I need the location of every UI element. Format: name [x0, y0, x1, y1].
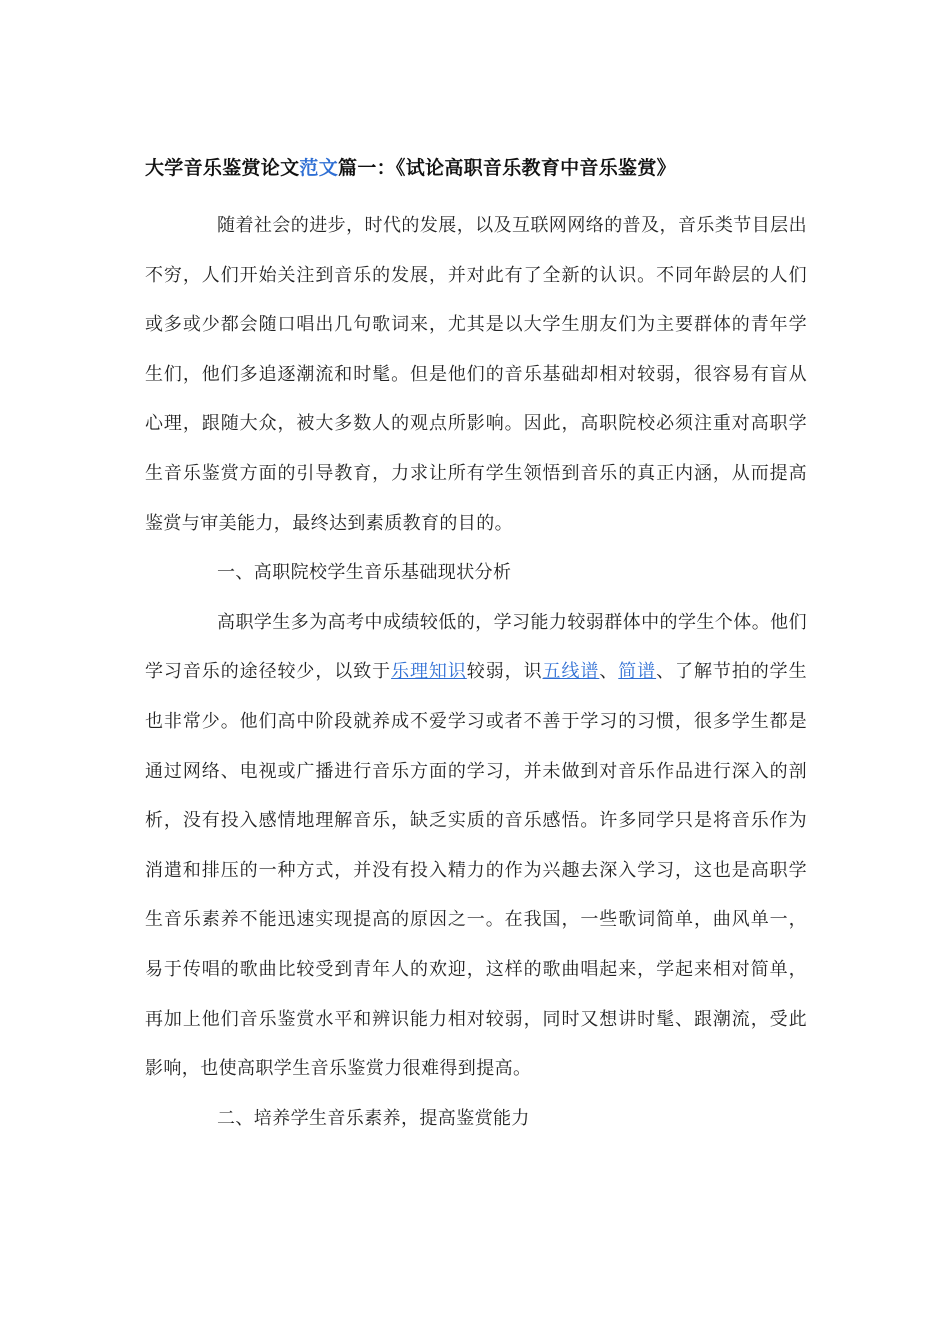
section-heading-2: 二、培养学生音乐素养，提高鉴赏能力	[217, 1107, 530, 1129]
document-title	[145, 150, 807, 186]
intro-paragraph: 随着社会的进步，时代的发展，以及互联网网络的普及，音乐类节目层出不穷，人们开始关注到音乐的发展，并对此有了全新的认识。不同年龄层的人们或多或少都会随口唱出几句歌词来，尤其是以大学生朋友们为主要群体的青年学生们，他们多追逐潮流和时髦。但是他们的音乐基础却相对较弱，很容易有盲从心理，跟随大众，被大多数人的观点所影响。因此，高职院校必须注重对高职学生音乐鉴赏方面的引导教育，力求让所有学生领悟到音乐的真正内涵，从而提高鉴赏与审美能力，最终达到素质教育的目的。	[145, 215, 807, 534]
staff-notation-link[interactable]: 五线谱	[542, 661, 600, 683]
title-link[interactable]: 范文	[299, 157, 339, 179]
title-prefix: 大学音乐鉴赏论文	[145, 157, 300, 179]
document-page	[145, 150, 807, 1143]
music-theory-link[interactable]: 乐理知识	[391, 661, 467, 683]
section-heading-1: 一、高职院校学生音乐基础现状分析	[217, 562, 512, 584]
analysis-separator: 、	[599, 661, 619, 683]
analysis-text-1: 高职学生多为高考中成绩较低的，学习能力较弱群体中的学生个体。他们学习音乐的途径较少，以致于	[145, 611, 807, 683]
analysis-paragraph	[145, 598, 807, 1094]
document-body	[145, 201, 807, 1143]
analysis-text-3: 、了解节拍的学生也非常少。他们高中阶段就养成不爱学习或者不善于学习的习惯，很多学生都是通过网络、电视或广播进行音乐方面的学习，并未做到对音乐作品进行深入的剖析，没有投入感情地理解音乐，缺乏实质的音乐感悟。许多同学只是将音乐作为消遣和排压的一种方式，并没有投入精力的作为兴趣去深入学习，这也是高职学生音乐素养不能迅速实现提高的原因之一。在我国，一些歌词简单，曲风单一，易于传唱的歌曲比较受到青年人的欢迎，这样的歌曲唱起来，学起来相对简单，再加上他们音乐鉴赏水平和辨识能力相对较弱，同时又想讲时髦、跟潮流，受此影响，也使高职学生音乐鉴赏力很难得到提高。	[145, 661, 808, 1080]
analysis-text-2: 较弱，识	[466, 661, 543, 683]
title-suffix: 篇一：《试论高职音乐教育中音乐鉴赏》	[338, 157, 676, 179]
numbered-notation-link[interactable]: 简谱	[618, 661, 657, 683]
